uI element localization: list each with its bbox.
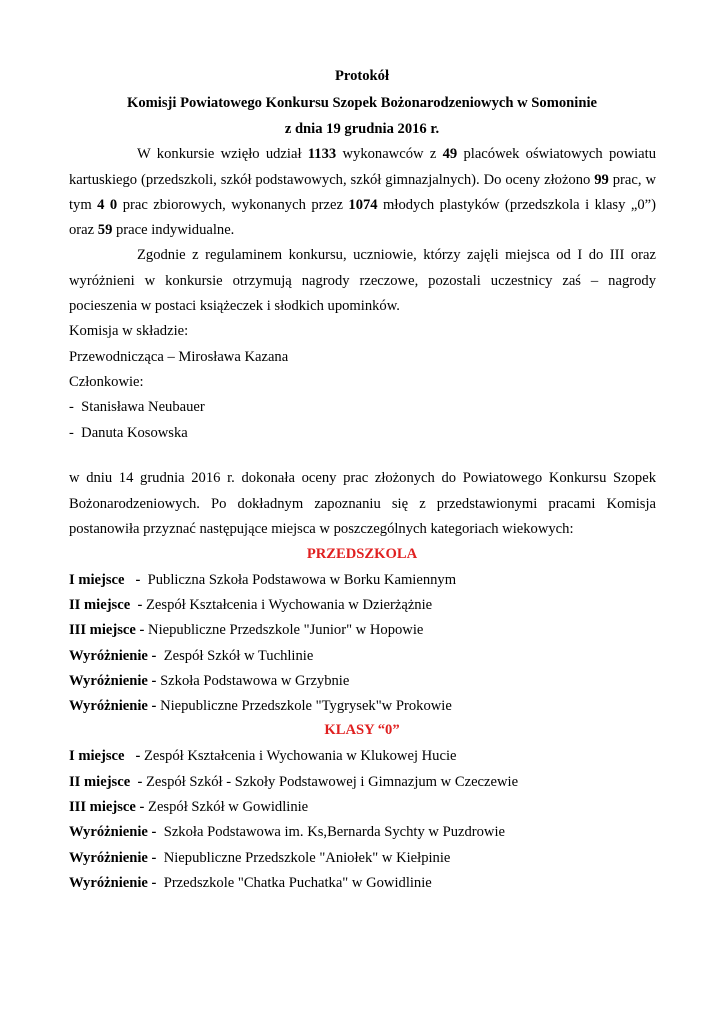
award-recipient: Szkoła Podstawowa im. Ks,Bernarda Sychty w Puzdrowie (160, 824, 505, 840)
award-row (69, 823, 505, 841)
award-row (69, 647, 313, 665)
award-recipient: Zespół Szkół - Szkoły Podstawowej i Gimnazjum w Czeczewie (146, 774, 519, 790)
award-place: Wyróżnienie - (69, 850, 161, 866)
award-recipient: Niepubliczne Przedszkole "Aniołek" w Kiełpinie (160, 850, 451, 866)
award-row (69, 697, 452, 715)
committee-member: - Stanisława Neubauer (69, 399, 205, 415)
doc-date: z dnia 19 grudnia 2016 r. (284, 121, 440, 137)
award-row (69, 596, 432, 614)
award-row (69, 773, 518, 791)
intro-line-3: tym 4 0 prac zbiorowych, wykonanych przez 1074 młodych plastyków (przedszkola i klasy „0”) (69, 197, 656, 213)
award-place: Wyróżnienie - (69, 875, 161, 891)
works-count: 99 (594, 172, 609, 188)
committee-chair: Przewodnicząca – Mirosława Kazana (69, 349, 289, 365)
award-recipient: Szkoła Podstawowa w Grzybnie (160, 673, 350, 689)
award-recipient: Niepubliczne Przedszkole "Tygrysek"w Prokowie (160, 698, 452, 714)
award-place: II miejsce - (69, 597, 146, 613)
award-recipient: Zespół Kształcenia i Wychowania w Dzierżążnie (146, 597, 433, 613)
rules-line-2: wyróżnieni w konkursie otrzymują nagrody rzeczowe, pozostali uczestnicy zaś – nagrody (69, 273, 656, 289)
award-place: Wyróżnienie - (69, 673, 161, 689)
intro-line-2: kartuskiego (przedszkoli, szkół podstawowych, szkół gimnazjalnych). Do oceny złożono 99 prac, w (69, 172, 656, 188)
award-place: III miejsce - (69, 799, 149, 815)
award-place: Wyróżnienie - (69, 824, 161, 840)
rules-line-1: Zgodnie z regulaminem konkursu, uczniowie, którzy zajęli miejsca od I do III oraz (137, 247, 656, 263)
doc-title: Protokół (334, 68, 390, 84)
award-place: Wyróżnienie - (69, 698, 161, 714)
award-row (69, 798, 308, 816)
institutions-count: 49 (442, 146, 458, 162)
young-artists-count: 1074 (348, 197, 378, 213)
rules-line-3: pocieszenia w postaci książeczek i słodkich upominków. (69, 298, 400, 314)
award-place: I miejsce - (69, 572, 144, 588)
award-row (69, 747, 457, 765)
award-place: II miejsce - (69, 774, 146, 790)
decision-line-1: w dniu 14 grudnia 2016 r. dokonała oceny prac złożonych do Powiatowego Konkursu Szopek (69, 470, 656, 486)
award-recipient: Niepubliczne Przedszkole "Junior" w Hopowie (148, 622, 424, 638)
section-heading-preschool: PRZEDSZKOLA (306, 546, 418, 562)
award-place: Wyróżnienie - (69, 648, 161, 664)
group-works-count: 4 0 (97, 197, 118, 213)
individual-works-count: 59 (97, 222, 113, 238)
committee-heading: Komisja w składzie: (69, 323, 189, 339)
award-place: I miejsce - (69, 748, 144, 764)
decision-line-2: Bożonarodzeniowych. Po dokładnym zapoznaniu się z przedstawionymi pracami Komisja (69, 496, 656, 512)
award-row (69, 571, 456, 589)
intro-line-1: W konkursie wzięło udział 1133 wykonawców z 49 placówek oświatowych powiatu (137, 146, 657, 162)
award-recipient: Zespół Szkół w Tuchlinie (160, 648, 314, 664)
doc-subtitle: Komisji Powiatowego Konkursu Szopek Bożonarodzeniowych w Somoninie (126, 95, 597, 111)
committee-members-label: Członkowie: (69, 374, 144, 390)
award-row (69, 672, 349, 690)
committee-member: - Danuta Kosowska (69, 425, 188, 441)
award-row (69, 621, 423, 639)
award-place: III miejsce - (69, 622, 149, 638)
award-recipient: Publiczna Szkoła Podstawowa w Borku Kamiennym (143, 572, 457, 588)
participants-count: 1133 (307, 146, 337, 162)
award-recipient: Przedszkole "Chatka Puchatka" w Gowidlinie (160, 875, 432, 891)
award-recipient: Zespół Kształcenia i Wychowania w Klukowej Hucie (143, 748, 457, 764)
award-row (69, 849, 450, 867)
award-recipient: Zespół Szkół w Gowidlinie (148, 799, 309, 815)
intro-line-4: oraz 59 prace indywidualne. (69, 222, 235, 238)
section-heading-class0: KLASY “0” (324, 722, 400, 738)
decision-line-3: postanowiła przyznać następujące miejsca w poszczególnych kategoriach wiekowych: (69, 521, 574, 537)
award-row (69, 874, 432, 892)
